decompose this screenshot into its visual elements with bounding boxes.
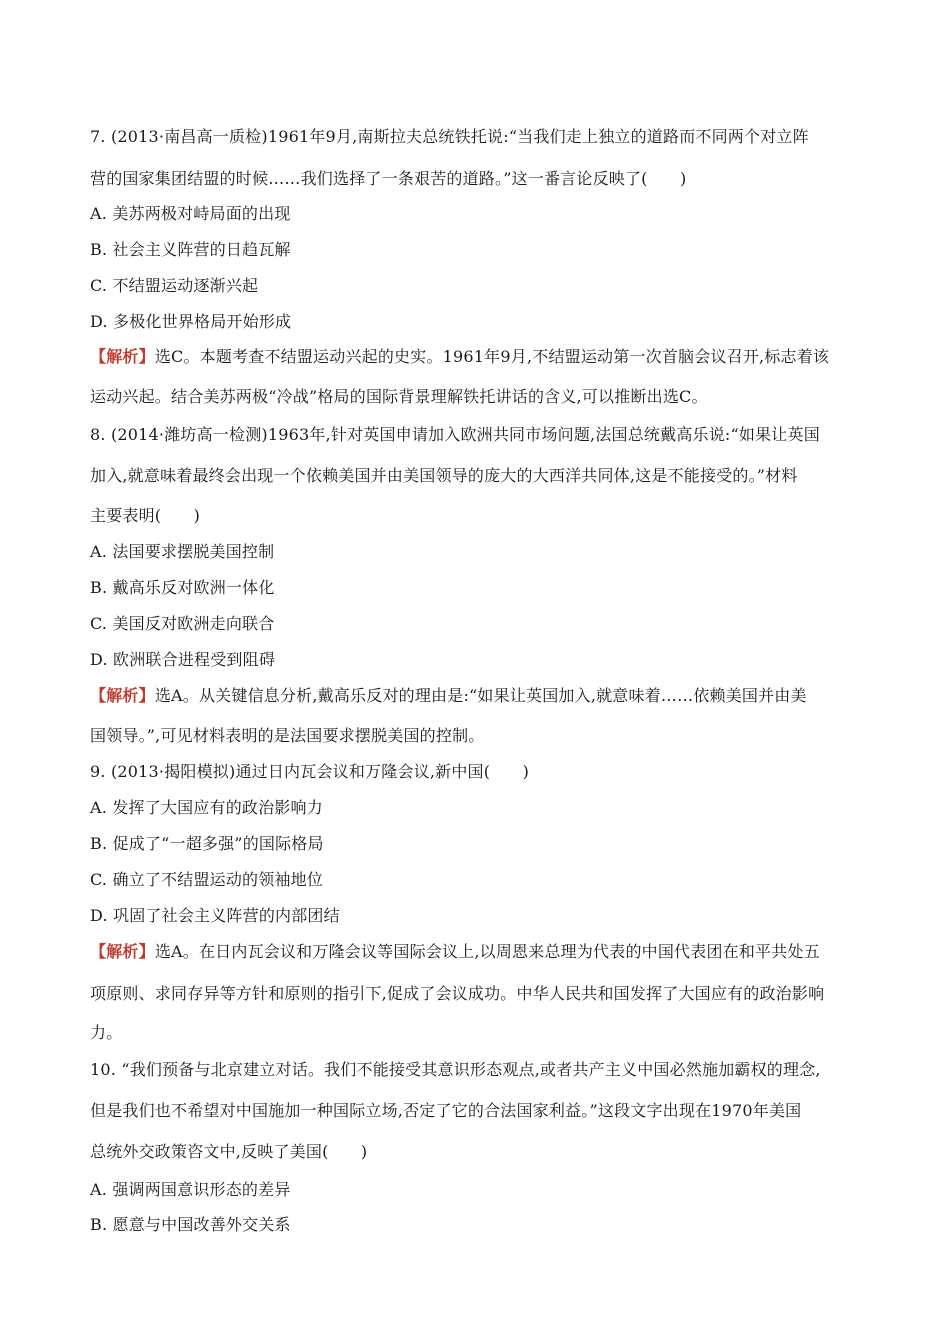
q8-option-a: A. 法国要求摆脱美国控制 [90,542,275,561]
q9-stem-line-1: 9. (2013·揭阳模拟)通过日内瓦会议和万隆会议,新中国( ) [90,762,530,781]
q9-option-a: A. 发挥了大国应有的政治影响力 [90,798,323,817]
q7-option-c: C. 不结盟运动逐渐兴起 [90,276,259,295]
q8-option-b: B. 戴高乐反对欧洲一体化 [90,578,275,597]
q8-stem-line-1: 8. (2014·潍坊高一检测)1963年,针对英国申请加入欧洲共同市场问题,法国总统戴高乐说:“如果让英国 [90,425,820,444]
q8-stem-line-2: 加入,就意味着最终会出现一个依赖美国并由美国领导的庞大的大西洋共同体,这是不能接受的。”材料 [90,466,798,485]
q7-analysis-text: 选C。本题考查不结盟运动兴起的史实。1961年9月,不结盟运动第一次首脑会议召开,标志着该 [154,347,830,366]
q9-option-b: B. 促成了“一超多强”的国际格局 [90,834,324,853]
q7-option-a: A. 美苏两极对峙局面的出现 [90,204,291,223]
q10-stem-line-3: 总统外交政策咨文中,反映了美国( ) [90,1142,368,1161]
q9-analysis-line-3: 力。 [90,1023,123,1042]
q8-analysis-line-1 [90,685,807,707]
analysis-tag: 【解析】 [90,942,155,961]
q8-analysis-line-2: 国领导。”,可见材料表明的是法国要求摆脱美国的控制。 [90,726,485,745]
q7-stem-line-1: 7. (2013·南昌高一质检)1961年9月,南斯拉夫总统铁托说:“当我们走上独立的道路而不同两个对立阵 [90,127,809,146]
q7-analysis-line-1 [90,346,829,368]
q9-option-c: C. 确立了不结盟运动的领袖地位 [90,870,324,889]
q7-option-b: B. 社会主义阵营的日趋瓦解 [90,240,291,259]
q8-stem-line-3: 主要表明( ) [90,506,201,525]
analysis-tag: 【解析】 [90,347,155,366]
q9-analysis-line-1 [90,941,820,963]
q10-stem-line-1: 10. “我们预备与北京建立对话。我们不能接受其意识形态观点,或者共产主义中国必然施加霸权的理念, [90,1060,821,1079]
q7-analysis-line-2: 运动兴起。结合美苏两极“冷战”格局的国际背景理解铁托讲话的含义,可以推断出选C。 [90,387,708,406]
analysis-tag: 【解析】 [90,686,155,705]
q9-analysis-line-2: 项原则、求同存异等方针和原则的指引下,促成了会议成功。中华人民共和国发挥了大国应有的政治影响 [90,984,825,1003]
q10-stem-line-2: 但是我们也不希望对中国施加一种国际立场,否定了它的合法国家利益。”这段文字出现在1970年美国 [90,1101,802,1120]
q9-option-d: D. 巩固了社会主义阵营的内部团结 [90,906,340,925]
q10-option-b: B. 愿意与中国改善外交关系 [90,1215,291,1234]
q8-option-d: D. 欧洲联合进程受到阻碍 [90,650,276,669]
q9-analysis-text: 选A。在日内瓦会议和万隆会议等国际会议上,以周恩来总理为代表的中国代表团在和平共处五 [154,942,820,961]
q10-option-a: A. 强调两国意识形态的差异 [90,1180,291,1199]
q8-analysis-text: 选A。从关键信息分析,戴高乐反对的理由是:“如果让英国加入,就意味着……依赖美国并由美 [154,686,807,705]
q7-option-d: D. 多极化世界格局开始形成 [90,312,292,331]
q8-option-c: C. 美国反对欧洲走向联合 [90,614,275,633]
q7-stem-line-2: 营的国家集团结盟的时候……我们选择了一条艰苦的道路。”这一番言论反映了( ) [90,169,687,188]
